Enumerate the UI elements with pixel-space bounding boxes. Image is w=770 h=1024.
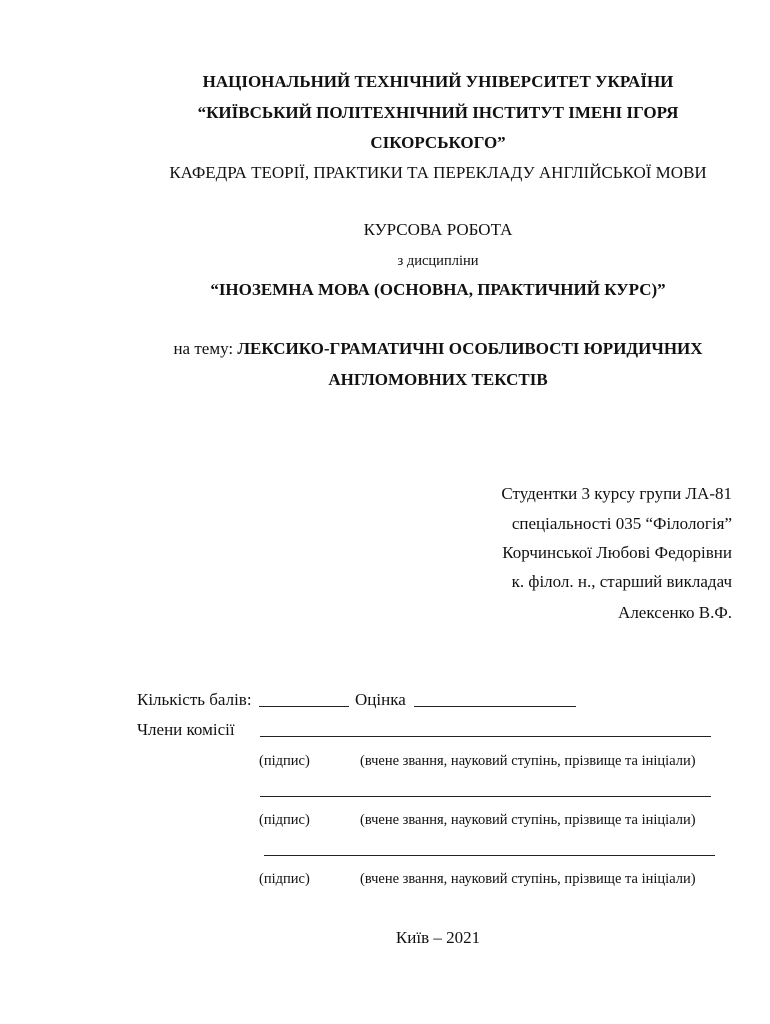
university-name: НАЦІОНАЛЬНИЙ ТЕХНІЧНИЙ УНІВЕРСИТЕТ УКРАЇНИ [202,72,674,91]
points-field[interactable] [259,706,349,707]
city-year: Київ – 2021 [395,928,481,947]
commission-label: Члени комісії [137,720,235,739]
signature-caption: (підпис) [259,871,310,887]
discipline-prefix: з дисципліни [397,253,479,269]
commission-signature-line[interactable] [264,855,715,856]
grade-label: Оцінка [355,690,406,709]
grade-field[interactable] [414,706,576,707]
topic-line2: АНГЛОМОВНИХ ТЕКСТІВ [328,370,548,389]
title-caption: (вчене звання, науковий ступінь, прізвище та ініціали) [360,812,696,828]
topic-prefix: на тему: [173,339,234,358]
author-line: спеціальності 035 “Філологія” [511,514,732,533]
title-caption: (вчене звання, науковий ступінь, прізвище та ініціали) [360,753,696,769]
discipline-name: “ІНОЗЕМНА МОВА (ОСНОВНА, ПРАКТИЧНИЙ КУРС)” [210,280,666,299]
points-label: Кількість балів: [137,690,252,709]
institute-name-line1: “КИЇВСЬКИЙ ПОЛІТЕХНІЧНИЙ ІНСТИТУТ ІМЕНІ ІГОРЯ [197,103,679,122]
commission-signature-line[interactable] [260,796,711,797]
topic-line1 [138,339,738,359]
institute-name-line2: СІКОРСЬКОГО” [370,133,506,152]
commission-signature-line[interactable] [260,736,711,737]
supervisor-line: Алексенко В.Ф. [618,603,732,622]
signature-caption: (підпис) [259,753,310,769]
supervisor-line: к. філол. н., старший викладач [511,572,732,591]
title-caption: (вчене звання, науковий ступінь, прізвище та ініціали) [360,871,696,887]
signature-caption: (підпис) [259,812,310,828]
author-line: Корчинської Любові Федорівни [502,543,732,562]
work-type: КУРСОВА РОБОТА [363,220,513,239]
department-name: КАФЕДРА ТЕОРІЇ, ПРАКТИКИ ТА ПЕРЕКЛАДУ АНГЛІЙСЬКОЇ МОВИ [169,163,707,182]
topic-title: ЛЕКСИКО-ГРАМАТИЧНІ ОСОБЛИВОСТІ ЮРИДИЧНИХ [237,339,703,358]
author-line: Студентки 3 курсу групи ЛА-81 [501,484,732,503]
